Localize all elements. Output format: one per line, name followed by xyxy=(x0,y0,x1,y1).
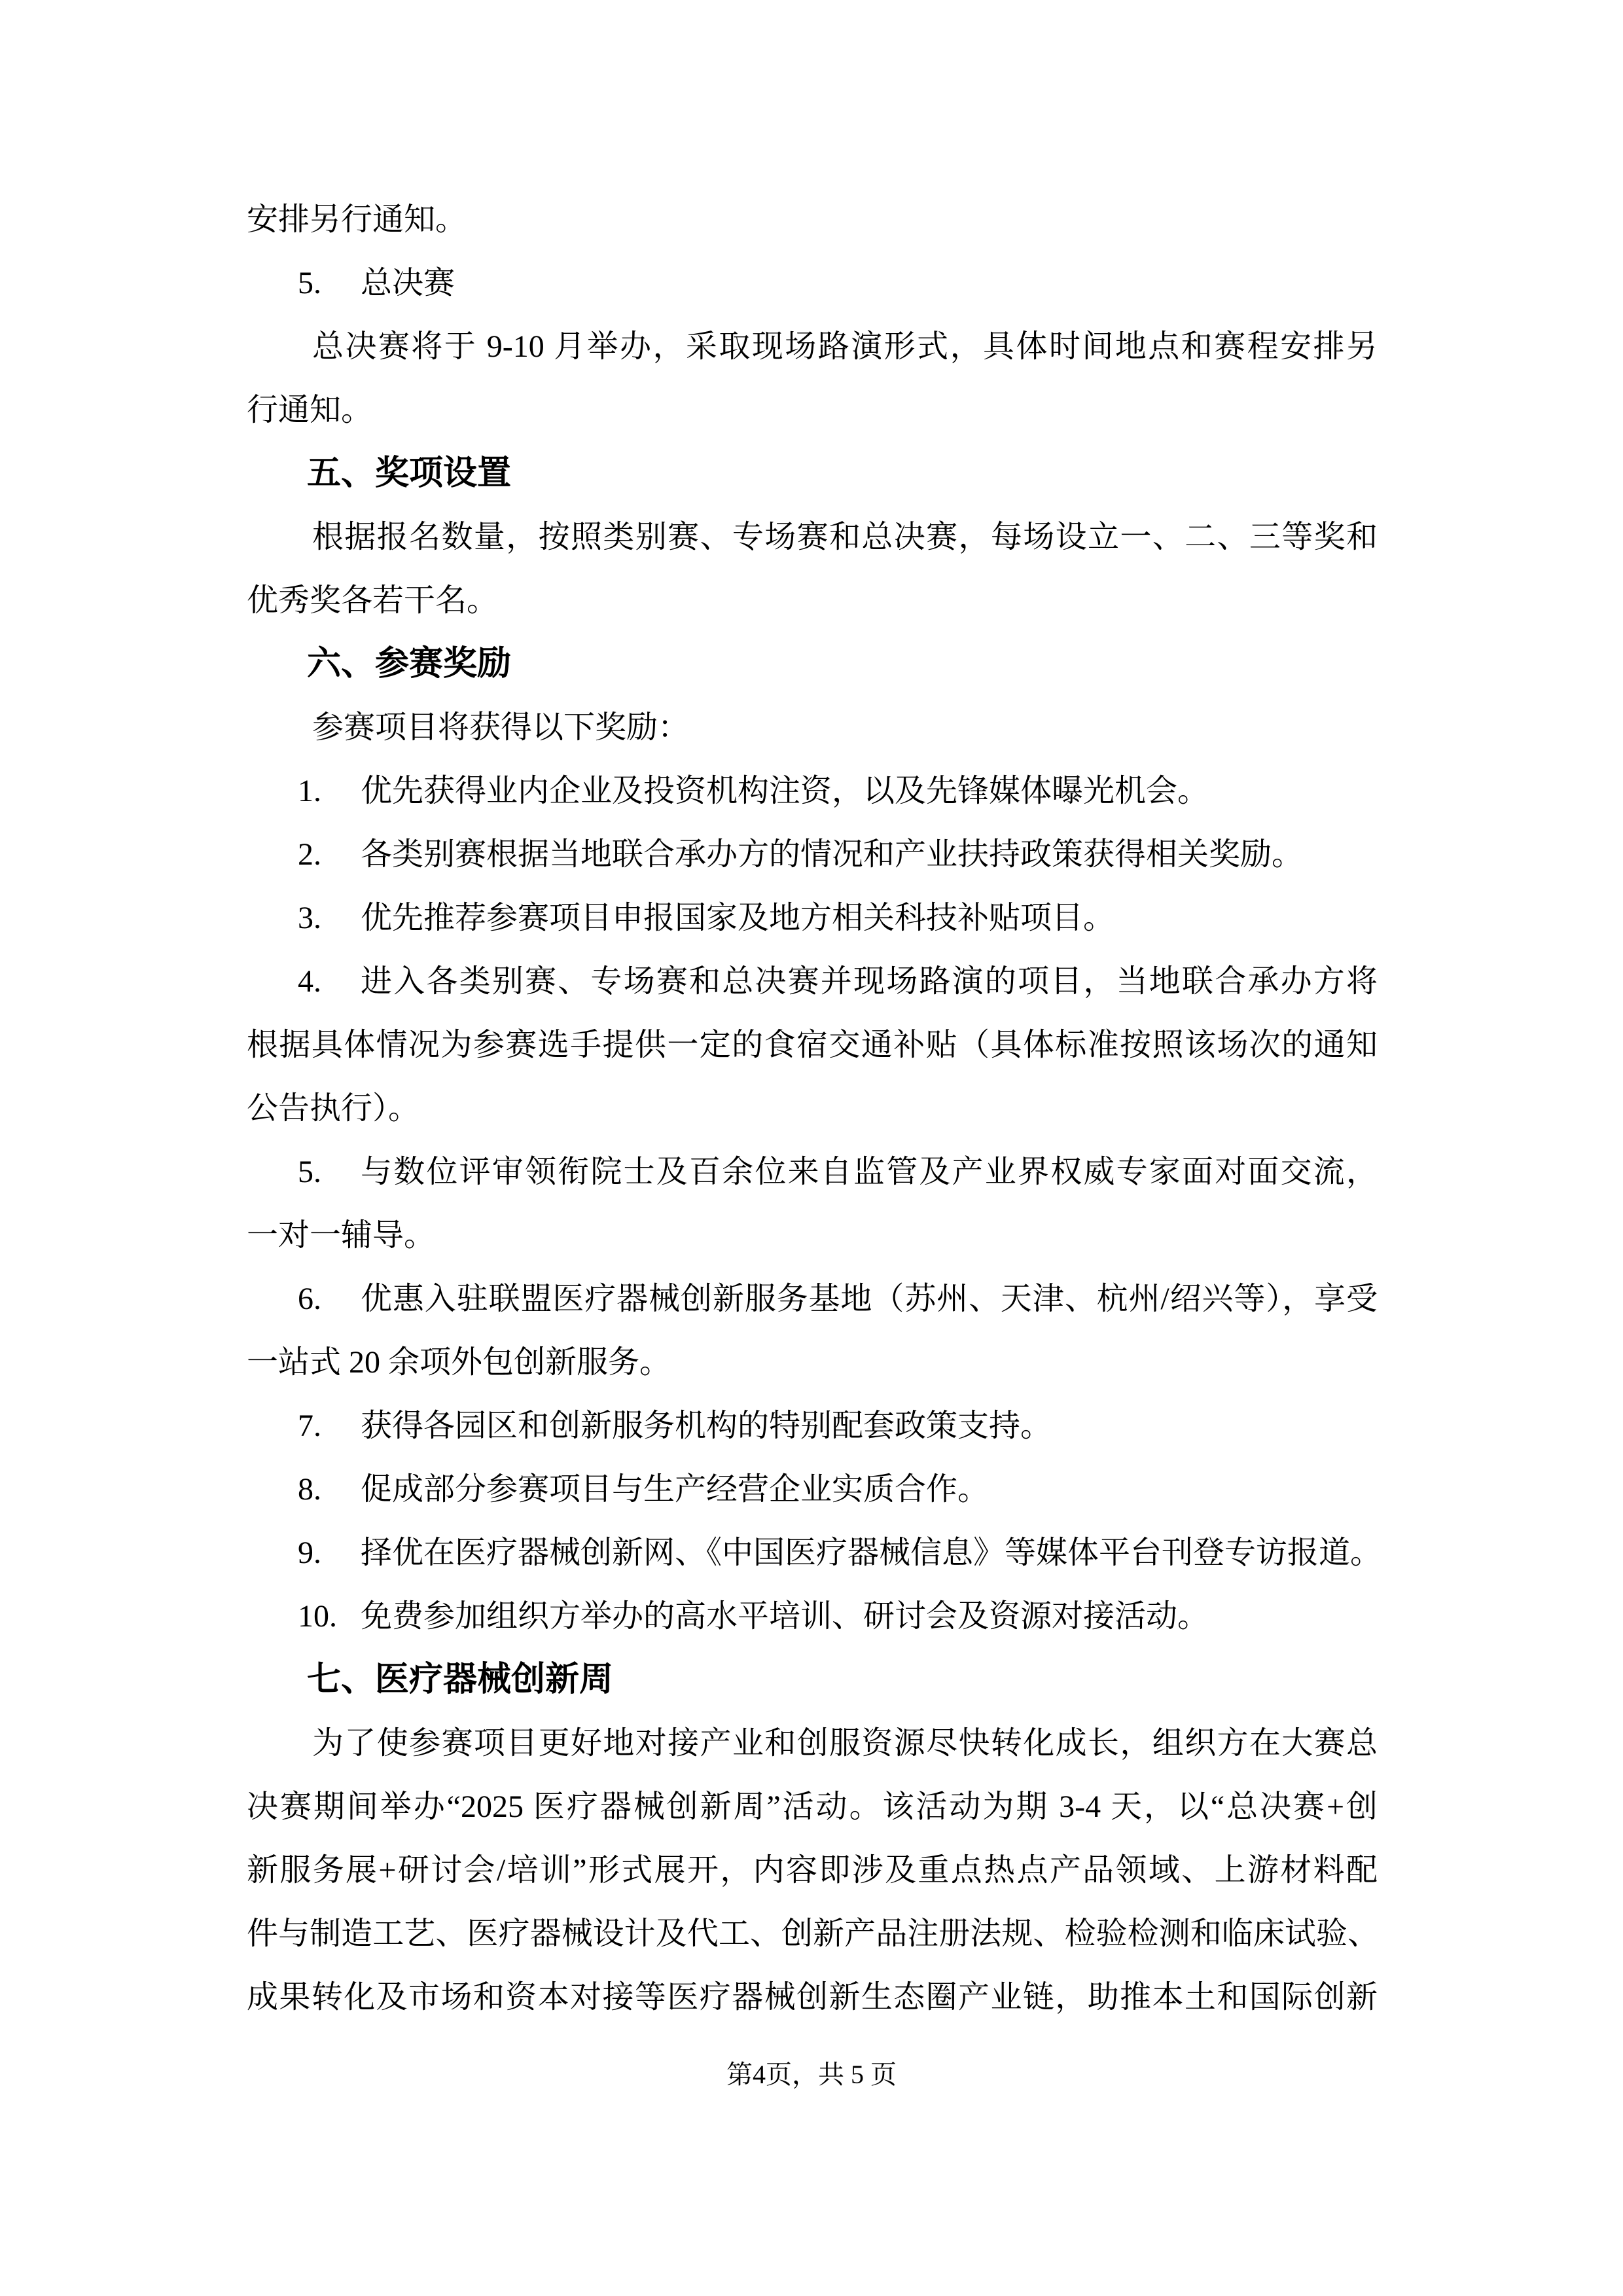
list-text: 各类别赛根据当地联合承办方的情况和产业扶持政策获得相关奖励。 xyxy=(361,837,1304,872)
text-body xyxy=(247,188,1382,2029)
list-item xyxy=(247,1458,1378,1521)
list-item xyxy=(247,1140,1378,1204)
list-number: 1. xyxy=(298,774,321,808)
section-heading: 七、医疗器械创新周 xyxy=(307,1660,614,1699)
list-text: 获得各园区和创新服务机构的特别配套政策支持。 xyxy=(361,1408,1052,1443)
list-number: 5. xyxy=(298,1155,321,1189)
page-number: 第4页，共 5 页 xyxy=(726,2060,897,2089)
list-item xyxy=(247,1267,1378,1331)
text-line: 为了使参赛项目更好地对接产业和创服资源尽快转化成长，组织方在大赛总 xyxy=(312,1726,1378,1761)
list-item xyxy=(247,251,1378,315)
list-item xyxy=(247,950,1378,1013)
list-item xyxy=(247,1585,1378,1648)
list-number: 6. xyxy=(298,1282,321,1316)
text-line: 公告执行）。 xyxy=(247,1091,420,1126)
text-line: 一站式 20 余项外包创新服务。 xyxy=(247,1345,671,1380)
text-line: 新服务展+研讨会/培训”形式展开，内容即涉及重点热点产品领域、上游材料配 xyxy=(247,1853,1378,1888)
list-text: 优惠入驻联盟医疗器械创新服务基地（苏州、天津、杭州/绍兴等），享受 xyxy=(361,1282,1378,1316)
text-line: 根据报名数量，按照类别赛、专场赛和总决赛，每场设立一、二、三等奖和 xyxy=(312,520,1378,554)
list-number: 7. xyxy=(298,1408,321,1443)
list-text: 免费参加组织方举办的高水平培训、研讨会及资源对接活动。 xyxy=(361,1599,1209,1634)
list-text: 优先获得业内企业及投资机构注资，以及先锋媒体曝光机会。 xyxy=(361,774,1209,808)
text-line: 优秀奖各若干名。 xyxy=(247,583,499,618)
list-number: 10. xyxy=(298,1599,337,1634)
section-heading: 六、参赛奖励 xyxy=(307,644,512,683)
list-text: 促成部分参赛项目与生产经营企业实质合作。 xyxy=(361,1472,990,1507)
list-item xyxy=(247,1521,1382,1585)
list-item xyxy=(247,886,1378,950)
list-item xyxy=(247,823,1378,886)
text-line: 参赛项目将获得以下奖励： xyxy=(312,710,690,745)
text-line: 安排另行通知。 xyxy=(247,202,467,237)
list-number: 4. xyxy=(298,964,321,999)
text-line: 根据具体情况为参赛选手提供一定的食宿交通补贴（具体标准按照该场次的通知 xyxy=(247,1028,1378,1062)
list-text: 优先推荐参赛项目申报国家及地方相关科技补贴项目。 xyxy=(361,901,1115,935)
list-item xyxy=(247,759,1378,823)
text-line: 成果转化及市场和资本对接等医疗器械创新生态圈产业链，助推本土和国际创新 xyxy=(247,1980,1378,2015)
section-heading: 五、奖项设置 xyxy=(307,454,512,493)
list-text: 择优在医疗器械创新网、《中国医疗器械信息》等媒体平台刊登专访报道。 xyxy=(361,1535,1382,1570)
list-number: 5. xyxy=(298,266,321,300)
list-text: 总决赛 xyxy=(361,266,455,300)
list-number: 9. xyxy=(298,1535,321,1570)
list-number: 8. xyxy=(298,1472,321,1507)
text-line: 一对一辅导。 xyxy=(247,1218,436,1253)
list-number: 3. xyxy=(298,901,321,935)
list-text: 进入各类别赛、专场赛和总决赛并现场路演的项目，当地联合承办方将 xyxy=(361,964,1378,999)
text-line: 总决赛将于 9-10 月举办，采取现场路演形式，具体时间地点和赛程安排另 xyxy=(312,329,1378,364)
text-line: 件与制造工艺、医疗器械设计及代工、创新产品注册法规、检验检测和临床试验、 xyxy=(247,1916,1378,1951)
list-text: 与数位评审领衔院士及百余位来自监管及产业界权威专家面对面交流， xyxy=(361,1155,1378,1189)
text-line: 行通知。 xyxy=(247,393,373,427)
list-item xyxy=(247,1394,1378,1458)
text-line: 决赛期间举办“2025 医疗器械创新周”活动。该活动为期 3-4 天，以“总决赛+创 xyxy=(247,1789,1378,1824)
list-number: 2. xyxy=(298,837,321,872)
